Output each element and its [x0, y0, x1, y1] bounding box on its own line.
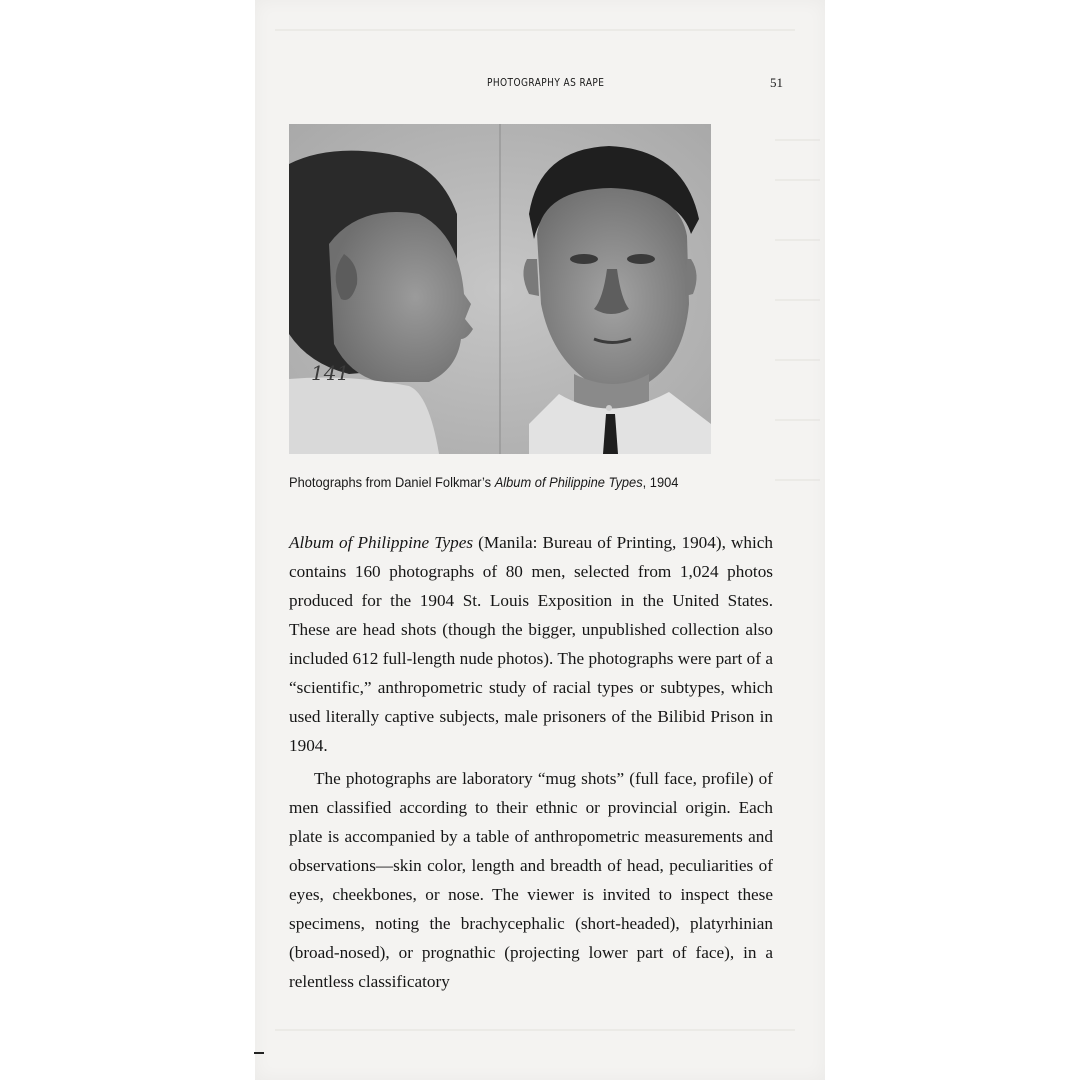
caption-title: Album of Philippine Types	[494, 474, 643, 490]
mugshot-photograph	[289, 124, 711, 454]
caption-suffix: , 1904	[642, 474, 679, 490]
paragraph-1-book-title: Album of Philippine Types	[289, 533, 474, 552]
paragraph-1-text: (Manila: Bureau of Printing, 1904), which contains 160 photographs of 80 men, selected from 1,024 photos produced for the 1904 St. Louis Exposition in the United States. These are head shots (though the bigger, unpublished collection also included 612 full-length nude photos). The photographs were part of a “scientific,” anthropometric study of racial types or subtypes, which used literally captive subjects, male prisoners of the Bilibid Prison in 1904.	[289, 533, 774, 755]
paragraph-1	[289, 528, 773, 760]
mugshot-image	[289, 124, 711, 454]
body-text	[289, 528, 773, 996]
running-head: PHOTOGRAPHY AS RAPE	[487, 76, 605, 89]
scan-edge-mark	[254, 1052, 264, 1054]
caption-prefix: Photographs from Daniel Folkmar’s	[289, 474, 495, 490]
photo-caption	[289, 474, 678, 490]
page-number: 51	[770, 75, 783, 90]
paragraph-2: The photographs are laboratory “mug shots” (full face, profile) of men classified according to their ethnic or provincial origin. Each plate is accompanied by a table of anthropometric measurements and observations—skin color, length and breadth of head, peculiarities of eyes, cheekbones, or nose. The viewer is invited to inspect these specimens, noting the brachycephalic (short-headed), platyrhinian (broad-nosed), or prognathic (projecting lower part of face), in a relentless classificatory	[289, 769, 773, 991]
plate-number: 141	[311, 361, 350, 385]
